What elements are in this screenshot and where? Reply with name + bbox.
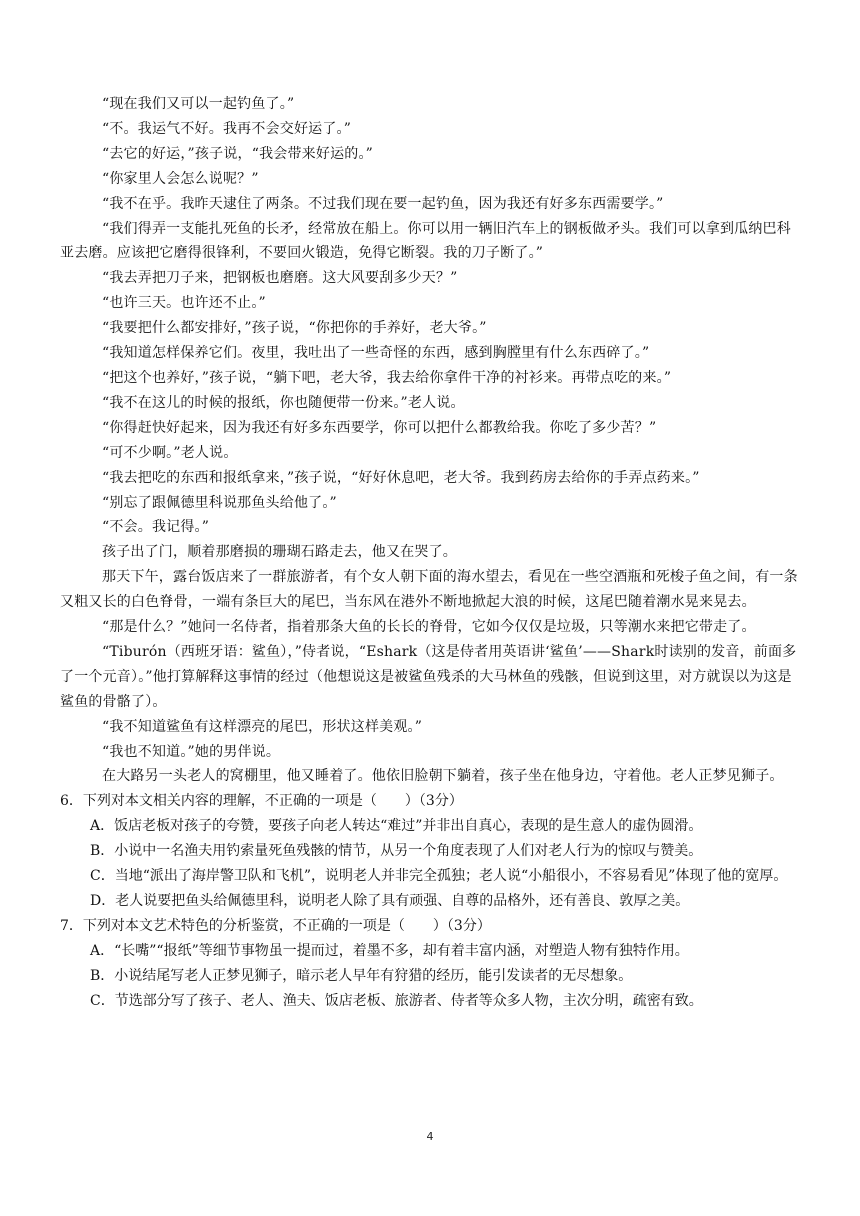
paragraph: “我也不知道。”她的男伴说。	[102, 743, 281, 760]
option-a: A．“长嘴”“报纸”等细节事物虽一提而过，着墨不多，却有着丰富内涵，对塑造人物有独特作用。	[90, 942, 689, 959]
paragraph: 那天下午，露台饭店来了一群旅游者，有个女人朝下面的海水望去，看见在一些空酒瓶和死梭子鱼之间，有一条又粗又长的白色脊骨，一端有条巨大的尾巴，当东风在港外不断地掀起大浪的时候，这尾巴随着潮水晃来晃去。	[60, 569, 798, 611]
option-d: D．老人说要把鱼头给佩德里科，说明老人除了具有顽强、自尊的品格外，还有善良、敦厚之美。	[90, 893, 690, 909]
paragraph: “我们得弄一支能扎死鱼的长矛，经常放在船上。你可以用一辆旧汽车上的钢板做矛头。我们可以拿到瓜纳巴科亚去磨。应该把它磨得很锋利，不要回火锻造，免得它断裂。我的刀子断了。”	[60, 220, 791, 262]
option-a: A．饭店老板对孩子的夸赞，要孩子向老人转达“难过”并非出自真心，表现的是生意人的虚伪圆滑。	[90, 818, 703, 835]
paragraph: “你家里人会怎么说呢？”	[102, 170, 259, 187]
paragraph: “不会。我记得。”	[102, 519, 210, 536]
paragraph: “把这个也养好，”孩子说，“躺下吧，老大爷，我去给你拿件干净的衬衫来。再带点吃的来。”	[102, 369, 672, 386]
paragraph: “Tiburón（西班牙语：鲨鱼），”侍者说，“Eshark（这是侍者用英语讲‘鲨鱼’——Shark时读别的发音，前面多了一个元音）。”他打算解释这事情的经过（他想说这是被鲨鱼残杀的大马林鱼的残骸，但说到这里，对方就误以为这是鲨鱼的骨骼了）。	[60, 643, 797, 710]
paragraph: “也许三天。也许还不止。”	[102, 295, 266, 312]
paragraph: “去它的好运，”孩子说，“我会带来好运的。”	[102, 145, 374, 162]
option-b: B．小说结尾写老人正梦见狮子，暗示老人早年有狩猎的经历，能引发读者的无尽想象。	[90, 967, 633, 984]
question-title: 7．下列对本文艺术特色的分析鉴赏，不正确的一项是（ ）（3分）	[60, 917, 491, 934]
page-number: 4	[426, 1130, 434, 1143]
paragraph: “我不在乎。我昨天逮住了两条。不过我们现在要一起钓鱼，因为我还有好多东西需要学。”	[102, 195, 664, 212]
document-body	[60, 92, 802, 1014]
paragraph: “我不知道鲨鱼有这样漂亮的尾巴，形状这样美观。”	[102, 718, 423, 735]
paragraph: “我去弄把刀子来，把钢板也磨磨。这大风要刮多少天？”	[102, 270, 458, 287]
paragraph: “你得赶快好起来，因为我还有好多东西要学，你可以把什么都教给我。你吃了多少苦？”	[102, 419, 657, 436]
paragraph: 孩子出了门，顺着那磨损的珊瑚石路走去，他又在哭了。	[102, 544, 457, 561]
paragraph: “我要把什么都安排好，”孩子说，“你把你的手养好，老大爷。”	[102, 320, 487, 337]
option-c: C．当地“派出了海岸警卫队和飞机”，说明老人并非完全孤独；老人说“小船很小，不容易看见”体现了他的宽厚。	[90, 868, 788, 885]
paragraph: “可不少啊。”老人说。	[102, 444, 238, 461]
paragraph: “我知道怎样保养它们。夜里，我吐出了一些奇怪的东西，感到胸膛里有什么东西碎了。”	[102, 345, 650, 362]
paragraph: “我去把吃的东西和报纸拿来，”孩子说，“好好休息吧，老大爷。我到药房去给你的手弄点药来。”	[102, 469, 700, 486]
option-c: C．节选部分写了孩子、老人、渔夫、饭店老板、旅游者、侍者等众多人物，主次分明，疏密有致。	[90, 992, 703, 1009]
paragraph: “我不在这儿的时候的报纸，你也随便带一份来。”老人说。	[102, 394, 465, 411]
paragraph: “那是什么？”她问一名侍者，指着那条大鱼的长长的脊骨，它如今仅仅是垃圾，只等潮水来把它带走了。	[102, 619, 756, 636]
option-b: B．小说中一名渔夫用钓索量死鱼残骸的情节，从另一个角度表现了人们对老人行为的惊叹与赞美。	[90, 843, 703, 860]
paragraph: “不。我运气不好。我再不会交好运了。”	[102, 120, 352, 137]
question-title: 6．下列对本文相关内容的理解，不正确的一项是（ ）（3分）	[60, 793, 463, 810]
paragraph: 在大路另一头老人的窝棚里，他又睡着了。他依旧脸朝下躺着，孩子坐在他身边，守着他。老人正梦见狮子。	[102, 768, 784, 785]
paragraph: “别忘了跟佩德里科说那鱼头给他了。”	[102, 494, 337, 511]
paragraph: “现在我们又可以一起钓鱼了。”	[102, 96, 295, 112]
question-6	[60, 789, 802, 914]
question-7	[60, 914, 802, 1014]
